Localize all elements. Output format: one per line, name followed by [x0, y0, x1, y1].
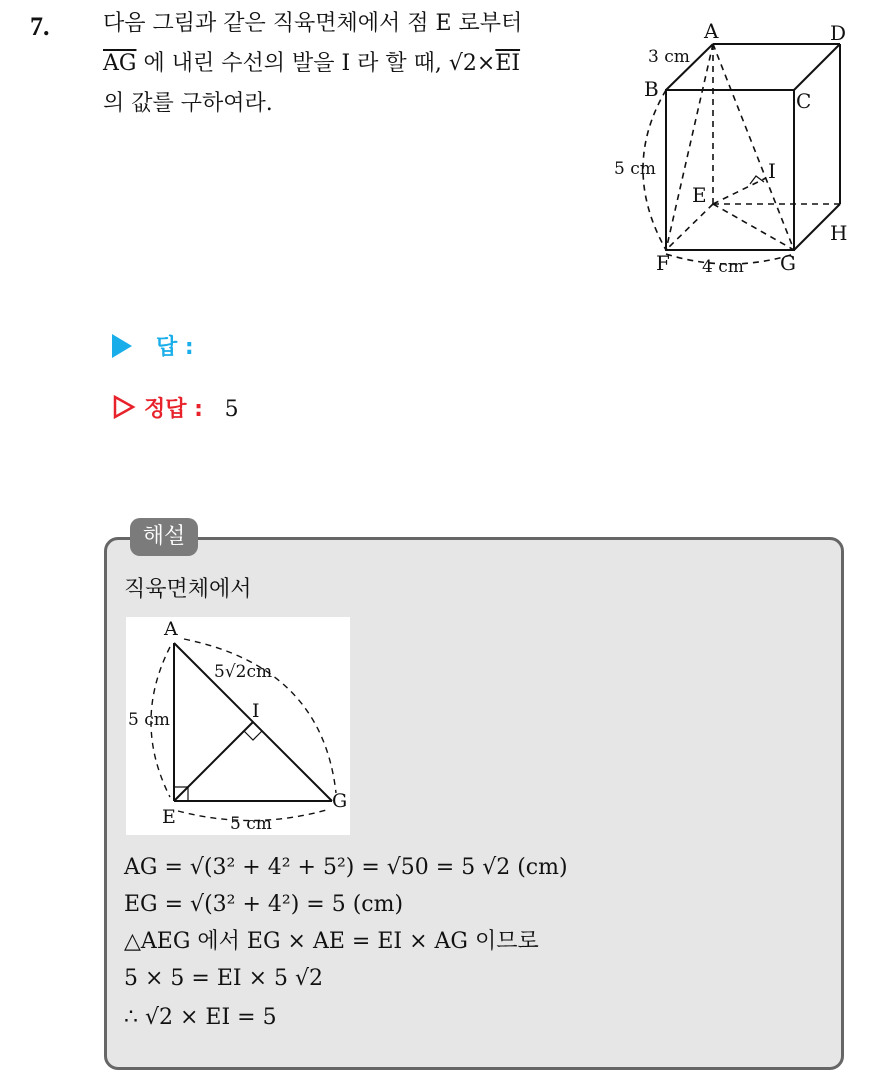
label-h: H — [830, 221, 848, 245]
outline-triangle-icon — [112, 394, 136, 420]
dim-label-bf: 5 cm — [614, 159, 656, 179]
play-triangle-icon — [112, 334, 132, 358]
segment-ei: $\overline{EI}$ — [495, 51, 521, 76]
segment-ag: $\overline{AG}$ — [103, 51, 137, 76]
solution-line-2: EG = √(3² + 4²) = 5 (cm) — [124, 892, 404, 917]
label-d: D — [830, 21, 847, 45]
question-number: 7. — [30, 12, 50, 41]
dim-label-ab: 3 cm — [648, 47, 690, 67]
segment-ei — [713, 178, 766, 204]
label-i: I — [768, 159, 776, 183]
times-sign: × — [476, 51, 496, 76]
segment-af — [666, 44, 713, 250]
label-f: F — [656, 251, 670, 275]
triangle-figure — [126, 617, 350, 835]
diagonal-ag — [713, 44, 794, 250]
edge-ef-hidden — [666, 204, 713, 250]
question-line-1: 다음 그림과 같은 직육면체에서 점 E 로부터 — [103, 11, 523, 36]
correct-answer-row — [112, 392, 239, 423]
altitude-ei — [174, 722, 253, 801]
tri-dim-ae: 5 cm — [128, 710, 170, 730]
right-angle-i — [244, 731, 262, 740]
solution-intro: 직육면체에서 — [124, 577, 252, 602]
triangle-figure-panel — [126, 617, 350, 835]
label-b: B — [644, 77, 659, 101]
label-g: G — [780, 251, 796, 275]
sqrt-two: √2 — [448, 51, 477, 76]
tri-label-e: E — [162, 806, 176, 828]
segment-eg — [713, 204, 794, 250]
tri-label-a: A — [164, 618, 178, 640]
question-line-2 — [103, 48, 520, 80]
tri-dim-eg: 5 cm — [230, 814, 272, 834]
correct-answer-label: 정답 : — [144, 397, 203, 422]
solution-tab: 해설 — [130, 518, 198, 556]
cuboid-figure — [600, 18, 860, 280]
label-a: A — [704, 19, 719, 43]
tri-dim-ag: 5√2cm — [214, 662, 273, 682]
question-line-2-text: 에 내린 수선의 발을 I 라 할 때, — [136, 51, 449, 76]
edge-cd — [794, 44, 840, 90]
solution-line-5: ∴ √2 × EI = 5 — [124, 1005, 277, 1030]
dim-label-fg: 4 cm — [702, 257, 744, 277]
tri-label-g: G — [332, 790, 348, 812]
correct-answer-value: 5 — [224, 397, 239, 422]
label-e: E — [692, 183, 707, 207]
question-line-3: 의 값를 구하여라. — [103, 91, 273, 116]
solution-line-4: 5 × 5 = EI × 5 √2 — [124, 966, 324, 991]
tri-label-i: I — [252, 700, 260, 722]
solution-line-1: AG = √(3² + 4² + 5²) = √50 = 5 √2 (cm) — [124, 855, 568, 880]
answer-label: 답 : — [156, 335, 194, 360]
answer-row — [112, 330, 194, 361]
label-c: C — [796, 89, 812, 113]
solution-line-3: △AEG 에서 EG × AE = EI × AG 이므로 — [124, 929, 539, 954]
